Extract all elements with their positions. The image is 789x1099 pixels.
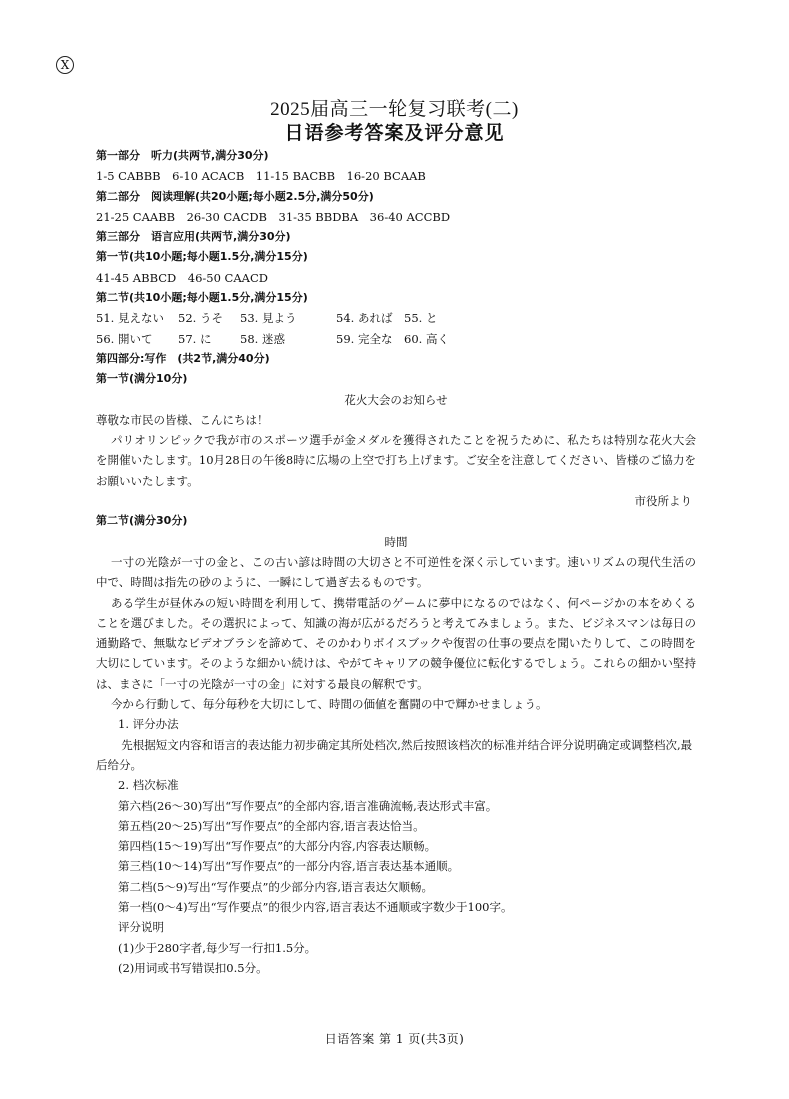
part3-section1-heading: 第一节(共10小题;每小题1.5分,满分15分)	[96, 250, 308, 264]
part4-heading: 第四部分:写作 (共2节,满分40分)	[96, 351, 270, 365]
answer-key-body	[96, 146, 696, 978]
part3-section2-heading: 第二节(共10小题;每小题1.5分,满分15分)	[96, 291, 308, 305]
scoring-level: 第三档(10～14)写出“写作要点”的一部分内容,语言表达基本通顺。	[118, 859, 460, 874]
scoring-method-heading: 1. 评分办法	[118, 717, 179, 732]
part1-answers: 1-5 CABBB 6-10 ACACB 11-15 BACBB 16-20 BCAAB	[96, 169, 426, 184]
scoring-levels-heading: 2. 档次标准	[118, 778, 179, 793]
corner-mark: X	[56, 56, 74, 74]
answer-item: 60. 高く	[404, 331, 449, 346]
answer-item: 55. と	[404, 311, 438, 326]
scoring-level: 第二档(5～9)写出“写作要点”的少部分内容,语言表达欠顺畅。	[118, 879, 434, 894]
part3-answers-row2	[96, 329, 696, 349]
answer-item: 56. 開いて	[96, 331, 153, 346]
scoring-level: 第六档(26～30)写出“写作要点”的全部内容,语言准确流畅,表达形式丰富。	[118, 798, 498, 813]
answer-key-subtitle: 日语参考答案及评分意见	[284, 122, 505, 144]
answer-item: 54. あれば	[336, 311, 393, 326]
answer-item: 51. 見えない	[96, 311, 164, 326]
exam-title: 2025届高三一轮复习联考(二)	[270, 99, 519, 120]
part2-heading: 第二部分 阅读理解(共20小题;每小题2.5分,满分50分)	[96, 189, 374, 203]
scoring-level: 第四档(15～19)写出“写作要点”的大部分内容,内容表达顺畅。	[118, 839, 437, 854]
scoring-note: (2)用词或书写错误扣0.5分。	[118, 960, 268, 975]
notice-greeting: 尊敬な市民の皆様、こんにちは！	[96, 412, 269, 427]
notice-signature: 市役所より	[634, 494, 692, 509]
scoring-note: (1)少于280字者,每少写一行扣1.5分。	[118, 940, 317, 955]
page-footer: 日语答案 第 1 页(共3页)	[324, 1032, 465, 1046]
part4-section2-heading: 第二节(满分30分)	[96, 514, 188, 528]
scoring-level: 第一档(0～4)写出“写作要点”的很少内容,语言表达不通顺或字数少于100字。	[118, 899, 513, 914]
part4-section1-heading: 第一节(满分10分)	[96, 372, 188, 386]
notice-body: パリオリンピックで我が市のスポーツ選手が金メダルを獲得されたことを祝うために、私たちは特別な花火大会を開催いたします。10月28日の午後8時に広場の上空で打ち上げます。ご安全を注意してください、皆様のご協力をお願いいたします。	[96, 433, 696, 488]
essay-title: 時間	[384, 534, 408, 549]
part2-answers: 21-25 CAABB 26-30 CACDB 31-35 BBDBA 36-40 ACCBD	[96, 209, 451, 224]
essay-paragraph: ある学生が昼休みの短い時間を利用して、携帯電話のゲームに夢中になるのではなく、何ページかの本をめくることを選びました。その選択によって、知識の海が広がるだろうと考えてみましょう。また、ビジネスマンは毎日の通勤路で、無駄なビデオブラシを諦めて、そのかわりボイスブックや復習の仕事の要点を聞いたりして、この時間を大切にしています。そのような細かい続けは、やがてキャリアの競争優位に転化するでしょう。これらの細かい堅持は、まさに「一寸の光陰が一寸の金」に対する最良の解釈です。	[96, 595, 696, 691]
answer-item: 57. に	[178, 331, 212, 346]
scoring-notes-heading: 评分说明	[118, 920, 164, 935]
part3-section1-answers: 41-45 ABBCD 46-50 CAACD	[96, 270, 268, 285]
essay-paragraph: 今から行動して、毎分毎秒を大切にして、時間の価値を奮闘の中で輝かせましょう。	[110, 697, 548, 712]
part1-heading: 第一部分 听力(共两节,满分30分)	[96, 149, 269, 162]
scoring-level: 第五档(20～25)写出“写作要点”的全部内容,语言表达恰当。	[118, 818, 425, 833]
answer-item: 52. うそ	[178, 311, 223, 326]
scoring-method-text: 先根据短文内容和语言的表达能力初步确定其所处档次,然后按照该档次的标准并结合评分说明确定或调整档次,最后给分。	[96, 737, 693, 772]
part3-heading: 第三部分 语言应用(共两节,满分30分)	[96, 230, 291, 244]
answer-item: 59. 完全な	[336, 331, 393, 346]
essay-paragraph: 一寸の光陰が一寸の金と、この古い諺は時間の大切さと不可逆性を深く示しています。速いリズムの現代生活の中で、時間は指先の砂のように、一瞬にして過ぎ去るものです。	[96, 554, 696, 590]
notice-title: 花火大会のお知らせ	[344, 392, 448, 407]
part3-answers-row1	[96, 308, 696, 328]
answer-item: 58. 迷惑	[240, 331, 285, 346]
answer-item: 53. 見よう	[240, 311, 297, 326]
